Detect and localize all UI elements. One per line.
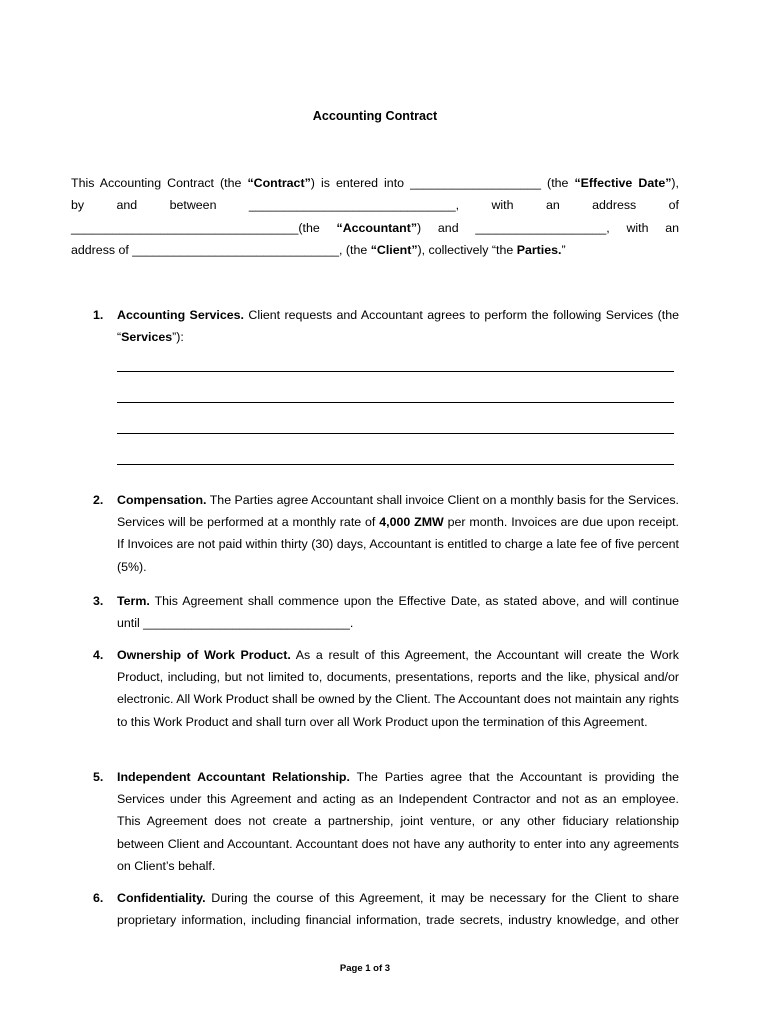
- section-text: As a result of this Agreement, the Accountant will create the Work Product, including, but not limited to, documents, presentations, reports and the like, physical and/or electronic. All Work Product shall be owned by the Client. The Accountant does not maintain any rights to this Work Product and shall turn over all Work Product upon the termination of this Agreement.: [117, 648, 679, 729]
- section-text: The Parties agree Accountant shall invoice Client on a monthly basis for the Services. Services will be performed at a monthly rate of: [117, 493, 679, 530]
- intro-line-2: by and between ______________________________, with an address of: [71, 198, 679, 213]
- section-text: Client requests and Accountant agrees to perform the following Services (the “: [117, 308, 680, 345]
- intro-line-3: [71, 217, 679, 239]
- rate-value: 4,000 ZMW: [379, 515, 444, 530]
- intro-line-1: [71, 172, 679, 194]
- section-ownership: [71, 644, 679, 733]
- services-term: Services: [121, 330, 173, 345]
- services-blank-line: [117, 419, 674, 441]
- intro-paragraph: [71, 172, 679, 261]
- section-number: 6.: [93, 891, 104, 905]
- section-heading: Confidentiality.: [117, 891, 206, 905]
- section-term: [71, 590, 679, 634]
- section-body: [117, 590, 679, 634]
- section-text: During the course of this Agreement, it may be necessary for the Client to share proprietary information, including financial information, trade secrets, industry knowledge, and other: [117, 891, 679, 928]
- intro-text: This Accounting Contract (the: [71, 176, 248, 190]
- section-independent-relationship: [71, 766, 679, 877]
- section-number: 3.: [93, 594, 104, 608]
- services-blank-line: [117, 388, 674, 410]
- section-number: 4.: [93, 648, 104, 662]
- section-body: [117, 489, 679, 578]
- section-accounting-services: [71, 304, 679, 472]
- section-number: 5.: [93, 770, 104, 784]
- section-body: [117, 766, 679, 877]
- page-number: Page 1 of 3: [339, 963, 391, 974]
- intro-text: ”: [561, 242, 566, 257]
- services-blank-line: [117, 357, 674, 379]
- section-number: 2.: [93, 493, 104, 507]
- accountant-term: “Accountant”: [336, 220, 418, 235]
- intro-text: ) and ___________________, with an: [417, 220, 679, 235]
- section-body: [117, 644, 679, 733]
- section-heading: Compensation.: [117, 493, 207, 507]
- intro-text: ),: [671, 176, 679, 190]
- section-text: ”):: [172, 330, 184, 345]
- section-body: [117, 304, 679, 348]
- parties-term: Parties.: [516, 242, 562, 257]
- intro-text: ), collectively “the: [417, 242, 517, 257]
- section-number: 1.: [93, 308, 104, 322]
- section-confidentiality: [71, 887, 679, 931]
- section-text: This Agreement shall commence upon the Effective Date, as stated above, and will continue until ______________________________.: [117, 594, 679, 631]
- document-title: Accounting Contract: [312, 109, 438, 123]
- contract-term: “Contract”: [247, 176, 311, 190]
- effective-date-term: “Effective Date”: [574, 176, 672, 190]
- intro-text: address of ______________________________, (the: [71, 242, 371, 257]
- section-text: per month. Invoices are due upon receipt. If Invoices are not paid within thirty (30) days, Accountant is entitled to charge a late fee of five percent (5%).: [117, 515, 679, 574]
- section-body: [117, 887, 679, 931]
- intro-text: ) is entered into ___________________ (the: [310, 176, 575, 190]
- section-heading: Ownership of Work Product.: [117, 648, 291, 662]
- section-heading: Term.: [117, 594, 150, 608]
- client-term: “Client”: [370, 242, 418, 257]
- section-compensation: [71, 489, 679, 578]
- section-heading: Independent Accountant Relationship.: [117, 770, 350, 784]
- services-blank-line: [117, 450, 674, 472]
- section-text: The Parties agree that the Accountant is providing the Services under this Agreement and acting as an Independent Contractor and not as an employee. This Agreement does not create a partnership, joint venture, or any other fiduciary relationship between Client and Accountant. Accountant does not have any authority to enter into any agreements on Client’s behalf.: [117, 770, 679, 873]
- intro-line-4: [71, 239, 679, 261]
- intro-text: _________________________________(the: [71, 220, 337, 235]
- section-heading: Accounting Services.: [117, 308, 244, 322]
